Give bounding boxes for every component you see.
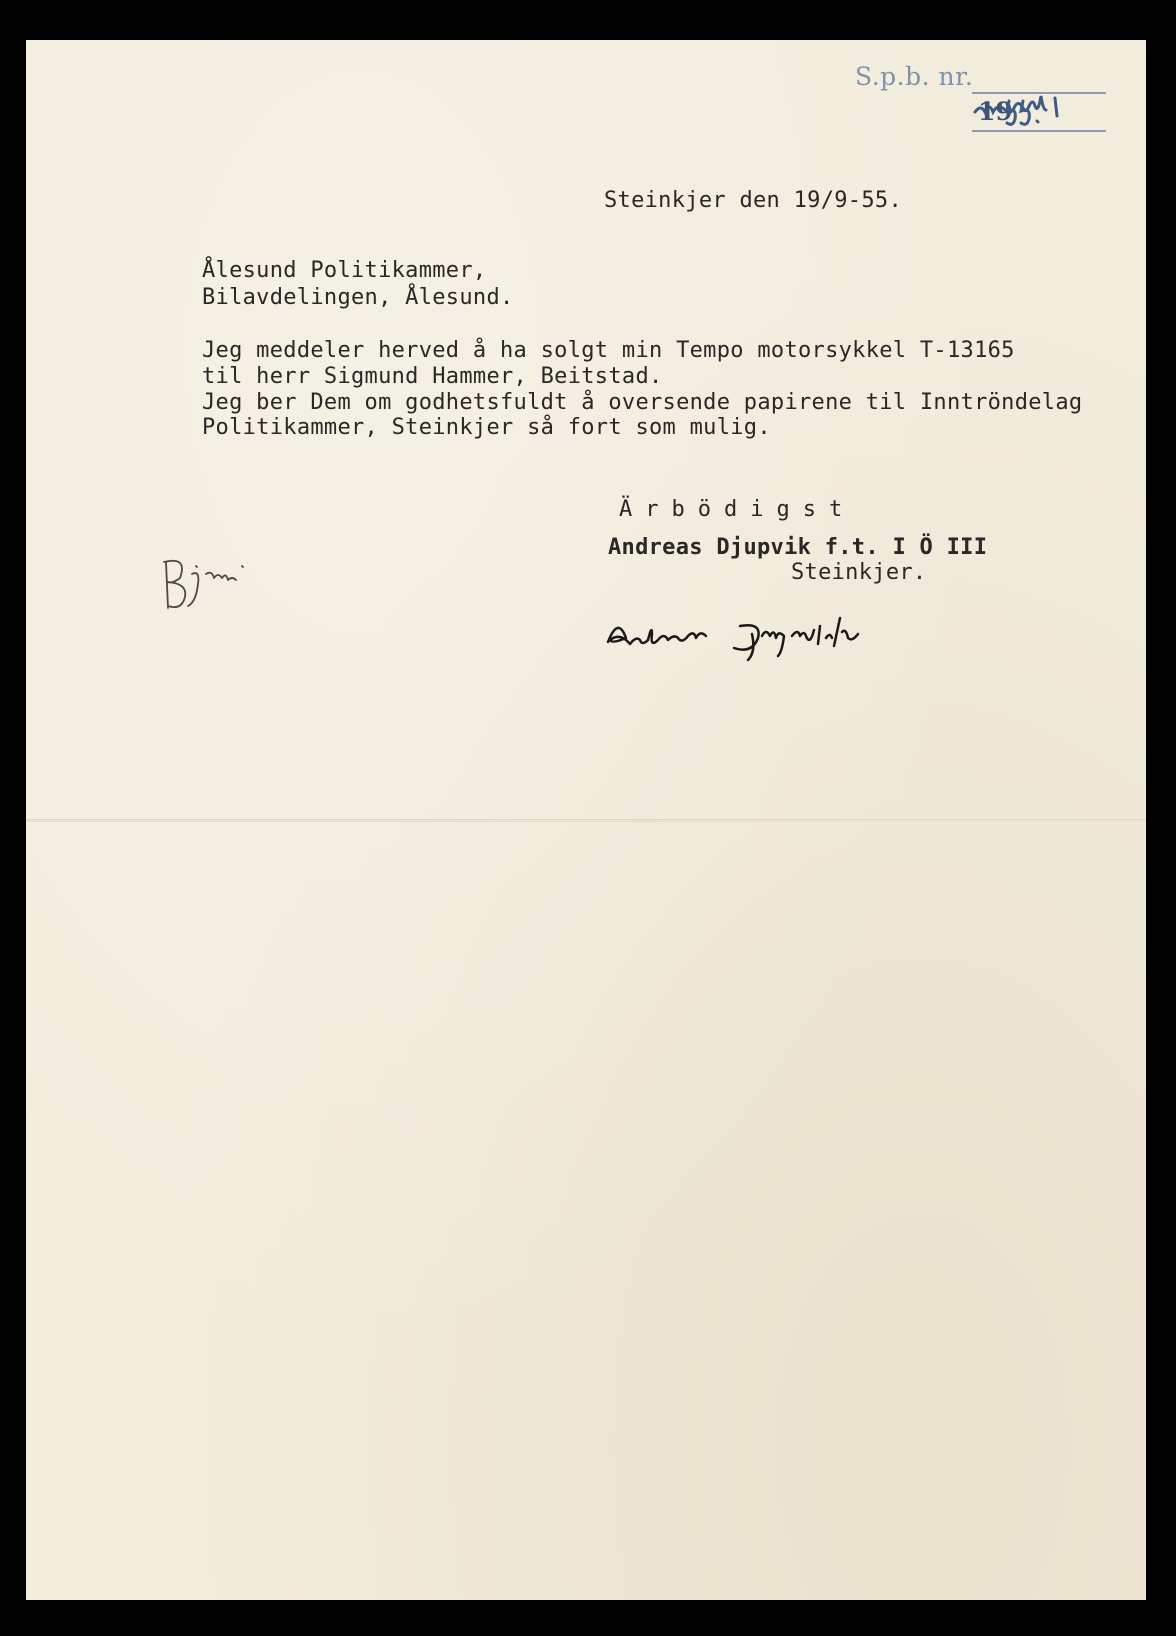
stamp-year-line (972, 130, 1106, 132)
page-fold (26, 819, 1146, 822)
stamp-label: S.p.b. nr. (855, 62, 974, 91)
signature-name: Andreas Djupvik f.t. I Ö III (608, 535, 988, 560)
place-date: Steinkjer den 19/9-55. (604, 188, 902, 213)
stamp-handwritten-year (1005, 95, 1045, 131)
body-line: til herr Sigmund Hammer, Beitstad. (202, 364, 663, 389)
recipient-line: Ålesund Politikammer, (202, 258, 487, 283)
stamp-year: 19 (978, 97, 1013, 126)
body-line: Jeg meddeler herved å ha solgt min Tempo motorsykkel T-13165 (202, 338, 1015, 363)
body-line: Jeg ber Dem om godhetsfuldt å oversende papirene til Inntröndelag (202, 390, 1083, 415)
signature-place: Steinkjer. (791, 560, 927, 585)
body-line: Politikammer, Steinkjer så fort som mulig. (202, 415, 771, 440)
letter-page (26, 40, 1146, 1600)
closing: Ärbödigst (619, 497, 856, 522)
handwritten-signature (602, 612, 887, 667)
archive-stamp (855, 40, 1105, 140)
handwritten-margin-initials (152, 540, 277, 620)
recipient-line: Bilavdelingen, Ålesund. (202, 285, 514, 310)
